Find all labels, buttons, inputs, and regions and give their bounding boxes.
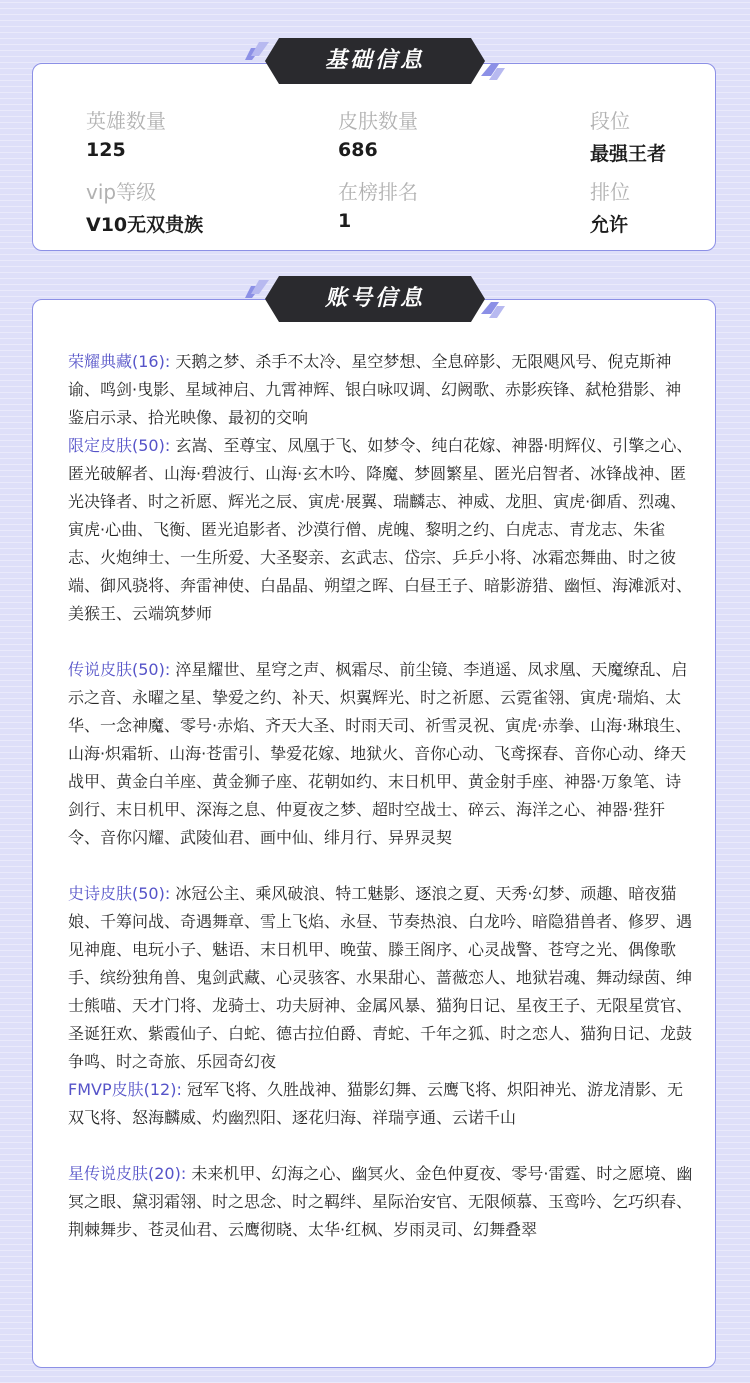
stat-value: 允许 bbox=[590, 214, 629, 236]
section-items: 未来机甲、幻海之心、幽冥火、金色仲夏夜、零号·雷霆、时之愿境、幽冥之眼、黛羽霜翎、时之思念、时之羁绊、星际治安官、无限倾慕、玉鸾吟、乞巧织春、荆棘舞步、苍灵仙君、云鹰彻晓、太华·红枫、岁雨灵司、幻舞叠翠 bbox=[68, 1164, 693, 1239]
basic-info-title: 基础信息 bbox=[324, 48, 425, 73]
skin-section-epic bbox=[68, 880, 694, 1076]
section-items: 玄嵩、至尊宝、凤凰于飞、如梦令、纯白花嫁、神器·明辉仪、引擎之心、匿光破解者、山海·碧波行、山海·玄木吟、降魔、梦圆繁星、匿光启智者、冰锋战神、匿光决锋者、时之祈愿、辉光之辰、寅虎·展翼、瑞麟志、神威、龙胆、寅虎·御盾、烈魂、寅虎·心曲、飞衡、匿光追影者、沙漠行僧、虎魄、黎明之约、白虎志、青龙志、朱雀志、火炮绅士、一生所爱、大圣娶亲、玄武志、岱宗、乒乒小将、冰霜恋舞曲、时之彼端、御风骁将、奔雷神使、白晶晶、朔望之晖、白昼王子、暗影游猎、幽恒、海滩派对、美猴王、云端筑梦师 bbox=[68, 436, 693, 623]
stat-label: vip等级 bbox=[86, 180, 157, 204]
section-items: 冠军飞将、久胜战神、猫影幻舞、云鹰飞将、炽阳神光、游龙清影、无双飞将、怒海麟威、灼幽烈阳、逐花归海、祥瑞亨通、云诺千山 bbox=[68, 1080, 683, 1127]
section-items: 淬星耀世、星穹之声、枫霜尽、前尘镜、李逍遥、凤求凰、天魔缭乱、启示之音、永曜之星、挚爱之约、补天、炽翼辉光、时之祈愿、云霓雀翎、寅虎·瑞焰、太华、一念神魔、零号·赤焰、齐天大圣、时雨天司、祈雪灵祝、寅虎·赤拳、山海·琳琅生、山海·炽霜斩、山海·苍雷引、挚爱花嫁、地狱火、音你心动、飞鸢探春、音你心动、绛天战甲、黄金白羊座、黄金狮子座、花朝如约、末日机甲、黄金射手座、神器·万象笔、诗剑行、末日机甲、深海之息、仲夏夜之梦、超时空战士、碎云、海洋之心、神器·狴犴令、音你闪耀、武陵仙君、画中仙、绯月行、异界灵契 bbox=[68, 660, 692, 847]
section-title: 史诗皮肤(50): bbox=[68, 884, 171, 903]
stat-value: 686 bbox=[338, 139, 378, 161]
section-items: 冰冠公主、乘风破浪、特工魅影、逐浪之夏、天秀·幻梦、顽趣、暗夜猫娘、千筹问战、奇遇舞章、雪上飞焰、永昼、节奏热浪、白龙吟、暗隐猎兽者、修罗、遇见神鹿、电玩小子、魅语、末日机甲、晚萤、滕王阁序、心灵战警、苍穹之光、偶像歌手、缤纷独角兽、鬼剑武藏、心灵骇客、水果甜心、蔷薇恋人、地狱岩魂、舞动绿茵、绅士熊喵、天才门将、龙骑士、功夫厨神、金属风暴、猫狗日记、星夜王子、无限星赏官、圣诞狂欢、紫霞仙子、白蛇、德古拉伯爵、青蛇、千年之狐、时之恋人、猫狗日记、龙鼓争鸣、时之奇旅、乐园奇幻夜 bbox=[68, 884, 693, 1071]
stat-value: 125 bbox=[86, 139, 126, 161]
stat-label: 在榜排名 bbox=[338, 180, 418, 204]
stat-label: 皮肤数量 bbox=[338, 109, 418, 133]
stat-label: 排位 bbox=[590, 180, 630, 204]
stat-label: 段位 bbox=[590, 109, 630, 133]
account-info-title: 账号信息 bbox=[324, 286, 425, 311]
basic-info-banner bbox=[245, 38, 505, 86]
section-title: 星传说皮肤(20): bbox=[68, 1164, 187, 1183]
account-info-banner bbox=[245, 276, 505, 324]
skin-section-legend bbox=[68, 656, 694, 852]
section-title: 限定皮肤(50): bbox=[68, 436, 171, 455]
account-skin-list bbox=[68, 348, 694, 1244]
skin-section-glory-collection bbox=[68, 348, 694, 432]
section-items: 天鹅之梦、杀手不太冷、星空梦想、全息碎影、无限飓风号、倪克斯神谕、鸣剑·曳影、星域神启、九霄神辉、银白咏叹调、幻阙歌、赤影疾锋、弑枪猎影、神鉴启示录、拾光映像、最初的交响 bbox=[68, 352, 682, 427]
section-title: FMVP皮肤(12): bbox=[68, 1080, 182, 1099]
stat-value: 最强王者 bbox=[590, 143, 667, 165]
skin-section-limited bbox=[68, 432, 694, 628]
section-title: 传说皮肤(50): bbox=[68, 660, 171, 679]
skin-section-star-legend bbox=[68, 1160, 694, 1244]
stat-value: V10无双贵族 bbox=[86, 214, 204, 236]
stat-value: 1 bbox=[338, 210, 352, 232]
section-title: 荣耀典藏(16): bbox=[68, 352, 171, 371]
stat-label: 英雄数量 bbox=[86, 109, 166, 133]
skin-section-fmvp bbox=[68, 1076, 694, 1132]
